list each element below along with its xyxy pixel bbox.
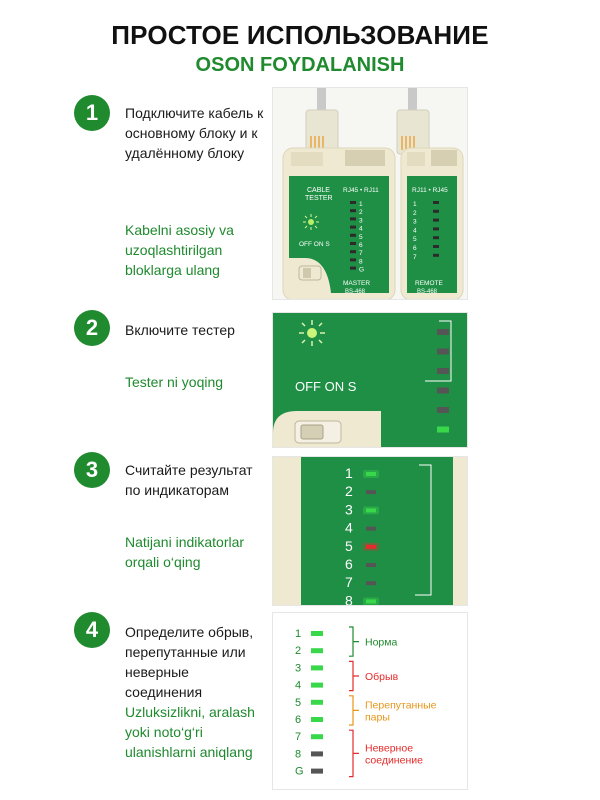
indicator-led bbox=[366, 599, 376, 603]
legend-open: Обрыв bbox=[365, 671, 399, 683]
master-label-top: CABLE bbox=[307, 187, 330, 194]
step-instruction-uz: Uzluksizlikni, aralash yoki noto‘g‘ri ulanishlarni aniqlang bbox=[125, 704, 255, 760]
power-led-icon bbox=[299, 320, 325, 346]
indicator-led bbox=[437, 427, 449, 433]
indicator-led bbox=[311, 700, 323, 705]
pin-label: 3 bbox=[413, 218, 417, 226]
indicator-led bbox=[437, 368, 449, 374]
legend-panel bbox=[272, 612, 468, 790]
indicator-led bbox=[437, 349, 449, 355]
pin-label: 6 bbox=[413, 245, 417, 252]
remote-name: REMOTE bbox=[415, 280, 443, 287]
indicator-led bbox=[350, 226, 356, 229]
indicator-led bbox=[311, 631, 323, 636]
pin-label: 7 bbox=[345, 574, 353, 591]
indicator-led bbox=[311, 769, 323, 774]
indicator-led bbox=[350, 242, 356, 245]
indicator-led bbox=[366, 472, 376, 476]
step-instruction-ru: Определите обрыв, перепутанные или неверные соединения bbox=[125, 624, 254, 700]
indicator-led bbox=[311, 665, 323, 670]
master-port-right bbox=[345, 150, 385, 166]
pin-label: 1 bbox=[345, 465, 353, 481]
indicator-led bbox=[311, 648, 323, 653]
pin-label: 2 bbox=[345, 483, 353, 500]
remote-port-right bbox=[431, 150, 457, 166]
pin-label: 2 bbox=[413, 209, 417, 217]
switch-knob bbox=[301, 425, 323, 439]
legend-bracket bbox=[349, 696, 359, 725]
indicator-led bbox=[350, 234, 356, 237]
master-model: BS-468 bbox=[345, 289, 366, 295]
indicator-led bbox=[433, 236, 439, 239]
pin-label: 2 bbox=[359, 209, 363, 217]
step-instruction-uz: Tester ni yoqing bbox=[125, 374, 224, 390]
device-face bbox=[301, 457, 453, 606]
indicator-panel bbox=[272, 456, 468, 606]
step-instruction-ru: Считайте результат по индикаторам bbox=[125, 462, 253, 498]
master-switch-label: OFF ON S bbox=[299, 241, 330, 248]
pin-label: 1 bbox=[359, 201, 363, 208]
remote-port-left bbox=[407, 152, 425, 166]
legend-bracket bbox=[349, 730, 359, 776]
indicator-led bbox=[311, 734, 323, 739]
step-number-badge: 1 bbox=[74, 95, 110, 131]
legend-swapped-pairs: Перепутанные bbox=[365, 699, 437, 712]
step-number-badge: 3 bbox=[74, 452, 110, 488]
pin-label: 1 bbox=[413, 201, 417, 208]
indicator-led bbox=[437, 407, 449, 413]
indicator-led bbox=[366, 581, 376, 585]
pin-label: 5 bbox=[359, 233, 363, 241]
pin-label: 6 bbox=[295, 714, 302, 726]
legend-miswired: Неверное bbox=[365, 742, 414, 755]
indicator-led bbox=[433, 210, 439, 213]
pin-label: 1 bbox=[295, 628, 302, 640]
indicator-led bbox=[350, 250, 356, 253]
page-subtitle: OSON FOYDALANISH bbox=[195, 54, 405, 76]
pin-label: 3 bbox=[295, 662, 302, 675]
pin-label: 2 bbox=[295, 645, 302, 658]
legend-miswired: соединение bbox=[365, 754, 423, 767]
indicator-led bbox=[311, 717, 323, 722]
pin-label: 3 bbox=[359, 217, 363, 225]
remote-ports-label: RJ11 • RJ45 bbox=[412, 187, 448, 194]
pin-label: 4 bbox=[413, 227, 417, 235]
step-instruction-ru: Подключите кабель к основному блоку и к удалённому блоку bbox=[125, 105, 264, 161]
pin-label: 7 bbox=[413, 253, 417, 261]
indicator-led bbox=[433, 254, 439, 257]
indicator-led bbox=[350, 267, 356, 270]
pin-label: 6 bbox=[359, 242, 363, 249]
pin-label: 5 bbox=[295, 696, 302, 709]
pin-label: 5 bbox=[345, 537, 353, 554]
indicator-led bbox=[366, 490, 376, 494]
indicator-led bbox=[366, 527, 376, 531]
legend-normal: Норма bbox=[365, 636, 398, 649]
step-number-badge: 4 bbox=[74, 612, 110, 648]
pin-label: 8 bbox=[295, 748, 302, 761]
indicator-leds-illustration bbox=[273, 457, 468, 606]
remote-model: BS-468 bbox=[417, 289, 438, 295]
master-label-top2: TESTER bbox=[305, 195, 333, 202]
indicator-led bbox=[350, 217, 356, 220]
pin-label: 7 bbox=[295, 731, 302, 744]
master-port-left bbox=[291, 152, 323, 166]
indicator-led bbox=[366, 545, 376, 549]
indicator-led bbox=[311, 683, 323, 688]
legend-bracket bbox=[349, 627, 359, 656]
pin-label: 5 bbox=[413, 236, 417, 244]
indicator-led bbox=[366, 508, 376, 512]
pin-label: G bbox=[359, 266, 365, 274]
indicator-led bbox=[350, 201, 356, 204]
pin-label: 8 bbox=[345, 592, 353, 606]
pin-label: 7 bbox=[359, 250, 363, 258]
indicator-led bbox=[433, 227, 439, 230]
step-instruction-uz: Natijani indikatorlar orqali o‘qing bbox=[125, 534, 245, 570]
pin-label: G bbox=[295, 765, 304, 778]
pin-label: 4 bbox=[345, 519, 353, 536]
legend-bracket bbox=[349, 661, 359, 690]
pin-label: 3 bbox=[345, 501, 353, 518]
pin-label: 6 bbox=[345, 556, 353, 572]
indicator-led bbox=[350, 209, 356, 212]
page-title: ПРОСТОЕ ИСПОЛЬЗОВАНИЕ bbox=[111, 20, 489, 50]
indicator-led bbox=[433, 201, 439, 204]
power-on-illustration bbox=[273, 313, 468, 448]
indicator-led bbox=[437, 388, 449, 394]
step-instruction-ru: Включите тестер bbox=[125, 322, 235, 338]
indicator-led bbox=[350, 258, 356, 261]
master-ports-label: RJ45 • RJ11 bbox=[343, 187, 379, 194]
step-instruction-uz: Kabelni asosiy va uzoqlashtirilgan bloklarga ulang bbox=[125, 222, 234, 278]
pin-label: 4 bbox=[295, 679, 302, 692]
indicator-led bbox=[311, 751, 323, 756]
indicator-led bbox=[433, 219, 439, 222]
pin-label: 4 bbox=[359, 225, 363, 233]
indicator-led bbox=[437, 329, 449, 335]
device-closeup-panel bbox=[272, 312, 468, 448]
legend-swapped-pairs: пары bbox=[365, 711, 390, 724]
indicator-led bbox=[433, 245, 439, 248]
device-photo-panel bbox=[272, 87, 468, 300]
master-name: MASTER bbox=[343, 280, 371, 287]
switch-label: OFF ON S bbox=[295, 379, 357, 394]
indicator-led bbox=[366, 563, 376, 567]
result-legend bbox=[273, 613, 468, 790]
power-led-icon bbox=[303, 214, 319, 230]
step-number-badge: 2 bbox=[74, 310, 110, 346]
pin-label: 8 bbox=[359, 258, 363, 266]
cable-tester-illustration bbox=[273, 88, 468, 300]
